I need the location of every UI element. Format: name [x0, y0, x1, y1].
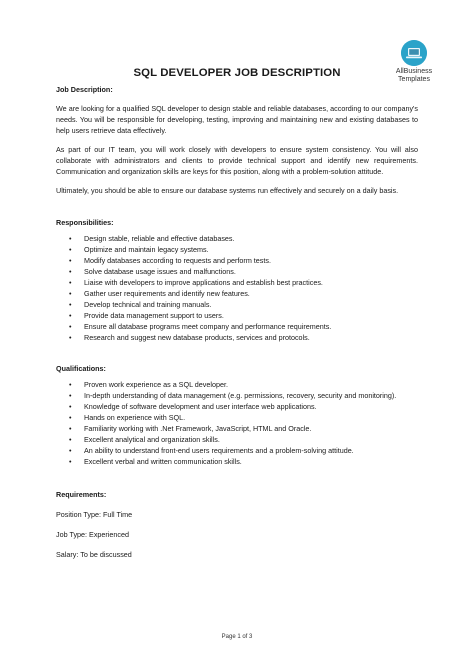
bullet-icon: •: [69, 234, 72, 243]
position-type: Position Type: Full Time: [56, 510, 133, 519]
bullet-icon: •: [69, 245, 72, 254]
bullet-icon: •: [69, 311, 72, 320]
list-item-text: Hands on experience with SQL.: [84, 413, 186, 422]
list-item: [56, 288, 418, 299]
responsibilities-list: [56, 233, 418, 343]
document-body: [56, 84, 418, 560]
list-item: [56, 310, 418, 321]
requirements-section: [56, 489, 418, 560]
list-item: [56, 244, 418, 255]
list-item: [56, 423, 418, 434]
bullet-icon: •: [69, 289, 72, 298]
list-item: [56, 277, 418, 288]
list-item: [56, 456, 418, 467]
bullet-icon: •: [69, 413, 72, 422]
bullet-icon: •: [69, 402, 72, 411]
bullet-icon: •: [69, 322, 72, 331]
list-item-text: Excellent analytical and organization skills.: [84, 435, 220, 444]
qualifications-list: [56, 379, 418, 467]
bullet-icon: •: [69, 391, 72, 400]
list-item: [56, 412, 418, 423]
list-item-text: Modify databases according to requests and perform tests.: [84, 256, 271, 265]
job-description-paragraph-2: As part of our IT team, you will work closely with developers to ensure system consistency. You will also collaborate with administrators and clients to provide technical support and identify new requirements. Communication and organization skills are keys for this position, along with a problem-solution attitude.: [56, 145, 418, 176]
list-item: [56, 401, 418, 412]
list-item: [56, 233, 418, 244]
list-item: [56, 445, 418, 456]
list-item-text: Provide data management support to users.: [84, 311, 224, 320]
bullet-icon: •: [69, 256, 72, 265]
list-item-text: Proven work experience as a SQL developer.: [84, 380, 228, 389]
list-item: [56, 266, 418, 277]
list-item: [56, 299, 418, 310]
job-type: Job Type: Experienced: [56, 530, 129, 539]
list-item-text: Excellent verbal and written communication skills.: [84, 457, 242, 466]
responsibilities-section: [56, 217, 418, 343]
bullet-icon: •: [69, 424, 72, 433]
laptop-icon: [401, 40, 427, 66]
list-item: [56, 390, 418, 401]
bullet-icon: •: [69, 300, 72, 309]
bullet-icon: •: [69, 380, 72, 389]
job-description-heading: Job Description:: [56, 85, 113, 94]
qualifications-section: [56, 363, 418, 467]
list-item-text: Develop technical and training manuals.: [84, 300, 212, 309]
list-item: [56, 255, 418, 266]
list-item: [56, 321, 418, 332]
list-item-text: Knowledge of software development and user interface web applications.: [84, 402, 317, 411]
requirements-heading: Requirements:: [56, 490, 107, 499]
bullet-icon: •: [69, 267, 72, 276]
list-item-text: Optimize and maintain legacy systems.: [84, 245, 209, 254]
list-item-text: Solve database usage issues and malfunctions.: [84, 267, 236, 276]
list-item-text: Liaise with developers to improve applications and establish best practices.: [84, 278, 323, 287]
job-description-section: [56, 84, 418, 196]
list-item-text: An ability to understand front-end users requirements and a problem-solving attitude.: [84, 446, 354, 455]
list-item-text: Design stable, reliable and effective databases.: [84, 234, 235, 243]
page-title: SQL DEVELOPER JOB DESCRIPTION: [133, 67, 341, 79]
logo-text-line1: AllBusiness: [395, 68, 433, 75]
logo-text-line2: Templates: [398, 76, 430, 83]
page-number: Page 1 of 3: [221, 634, 253, 640]
list-item-text: In-depth understanding of data management (e.g. permissions, recovery, security and monitoring).: [84, 391, 397, 400]
list-item-text: Gather user requirements and identify new features.: [84, 289, 250, 298]
job-description-paragraph-3: Ultimately, you should be able to ensure our database systems run effectively and securely on a daily basis.: [56, 186, 399, 195]
list-item: [56, 379, 418, 390]
bullet-icon: •: [69, 435, 72, 444]
list-item: [56, 332, 418, 343]
list-item: [56, 434, 418, 445]
bullet-icon: •: [69, 333, 72, 342]
responsibilities-heading: Responsibilities:: [56, 218, 114, 227]
list-item-text: Ensure all database programs meet company and performance requirements.: [84, 322, 332, 331]
bullet-icon: •: [69, 457, 72, 466]
qualifications-heading: Qualifications:: [56, 364, 106, 373]
salary: Salary: To be discussed: [56, 550, 132, 559]
bullet-icon: •: [69, 446, 72, 455]
list-item-text: Research and suggest new database products, services and protocols.: [84, 333, 310, 342]
job-description-paragraph-1: We are looking for a qualified SQL developer to design stable and reliable databases, according to our company's needs. You will be responsible for developing, testing, improving and maintaining new and existing databases to help users retrieve data effectively.: [56, 104, 418, 135]
bullet-icon: •: [69, 278, 72, 287]
list-item-text: Familiarity working with .Net Framework, JavaScript, HTML and Oracle.: [84, 424, 312, 433]
